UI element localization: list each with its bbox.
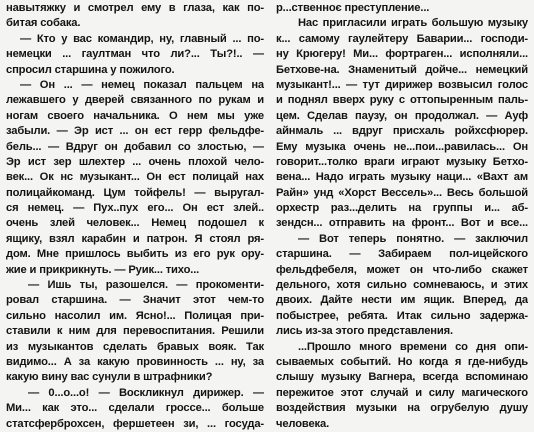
text-line: — Он ... — немец показал пальцем на (20, 78, 264, 91)
text-line: забыли. — Эр ист ... он ест герр фельдфе- (6, 125, 264, 138)
text-line: какую вину вас сунули в штрафники? (6, 371, 213, 384)
text-line: жие и прикрикнуть. — Руик... тихо... (6, 263, 200, 276)
text-line: ну Крюгеру! Ми... фортраген... исполняли... (276, 48, 528, 61)
text-line: Ми... как это... сделали гроссе... больше (6, 402, 264, 415)
text-line: Ему музыка очень не...пои...равилась... Он (276, 140, 528, 153)
text-line: двоих. Дайте нести им ящик. Вперед, да (276, 294, 528, 307)
text-line: вена... Надо играть музыку наци... «Вахт ам (276, 171, 528, 184)
text-line: — Ишь ты, разошелся. — прокоменти- (28, 279, 264, 292)
right-text-column (276, 1, 528, 432)
text-line: ровал старшина. — Значит этот чем-то (6, 294, 264, 307)
text-line: орхестр раз...делить на группы и... аб- (276, 202, 528, 215)
text-line: и поднял вверх руку с оттопыренным паль- (276, 94, 528, 107)
text-line: слышу музыку Вагнера, всегда вспоминаю (276, 371, 528, 384)
text-line: сываемых событий. Но когда я где-нибудь (276, 355, 528, 368)
text-line: воздействия музыки на огрубелую душу (276, 402, 528, 415)
text-line: битая собака. (6, 17, 81, 30)
text-line: век... Ок нс музыкант... Он ест полицай нах (6, 171, 264, 184)
text-line: — Вот теперь понятно. — заключил (298, 232, 528, 245)
text-line: видимо... А за какую провинность ... ну, за (6, 355, 264, 368)
text-line: спросил старшина у пожилого. (6, 63, 175, 76)
left-text-column (6, 1, 264, 432)
text-line: ...Прошло много времени со дня опи- (298, 340, 528, 353)
text-line: лежавшего у дверей связанного по рукам и (6, 94, 264, 107)
text-line: бель... — Вдруг он добавил со злостью, — (6, 140, 264, 153)
text-line: пережитое этот случай и силу магического (276, 386, 528, 399)
text-line: старшина. — Забираем пол-ицейского (276, 248, 528, 261)
text-line: Райн» унд «Хорст Вессель»... Весь большой (276, 186, 528, 199)
text-line: Бетхове-на. Знаменитый дойче... немецкий (276, 63, 528, 76)
text-line: немецки ... гаултман что ли?... Ты?!.. — (6, 48, 264, 61)
text-line: Нас пригласили играть большую музыку (298, 17, 528, 30)
text-line: — Кто у вас командир, ну, главный ... по- (20, 32, 264, 45)
text-line: сильно насолил им. Ясно!... Полицая при- (6, 309, 264, 322)
text-line: — 0...о...о! — Воскликнул дирижер. — (28, 386, 264, 399)
text-line: ставили к ним для перевоспитания. Решили (6, 325, 264, 338)
text-line: навытяжку и смотрел ему в глаза, как по- (6, 2, 264, 14)
text-line: статсферброхсен, фершетеен зи, ... госуда- (6, 417, 264, 430)
text-line: ящику, взял карабин и патрон. Я стоял ря- (6, 232, 264, 245)
text-line: к... самому гаулейтеру Баварии... господи- (276, 32, 528, 45)
text-line: говорит...толко враги играют музыку Бетхо- (276, 155, 528, 168)
text-line: Эр ист зер шлехтер ... очень плохой чело- (6, 155, 264, 168)
text-line: полицайкоманд. Цум тойфель! — выругал- (6, 186, 264, 199)
text-line: человека. (276, 417, 330, 430)
text-line: очень злей человек... Немец подошел к (6, 217, 264, 230)
text-line: побыстрее, ребята. Итак сильно задержа- (276, 309, 528, 322)
text-line: айнмаль ... вдруг присхаль ройхсфюрер. (276, 125, 528, 138)
text-line: цем. Сделав паузу, он продолжал. — Ауф (276, 109, 528, 122)
text-line: фельдфебеля, может он что-либо скажет (276, 263, 528, 276)
text-line: дельного, хотя сильно сомневаюсь, и этих (276, 279, 528, 292)
text-line: р...ственноє преступление... (276, 2, 430, 14)
text-line: ся немец. — Пух..пух его... Он ест злей.. (6, 202, 264, 215)
text-line: лись из-за этого представления. (276, 325, 453, 338)
text-line: дом. Мне пришлось выбить из его рук ору- (6, 248, 264, 261)
text-line: зендсн... отправить на фронт... Вот и все... (276, 217, 528, 230)
text-line: из музыкантов сделать бравых вояк. Так (6, 340, 264, 353)
text-line: ногам своего начальника. О нем мы уже (6, 109, 264, 122)
text-line: музыкант!... — тут дирижер возвысил голос (276, 78, 528, 91)
